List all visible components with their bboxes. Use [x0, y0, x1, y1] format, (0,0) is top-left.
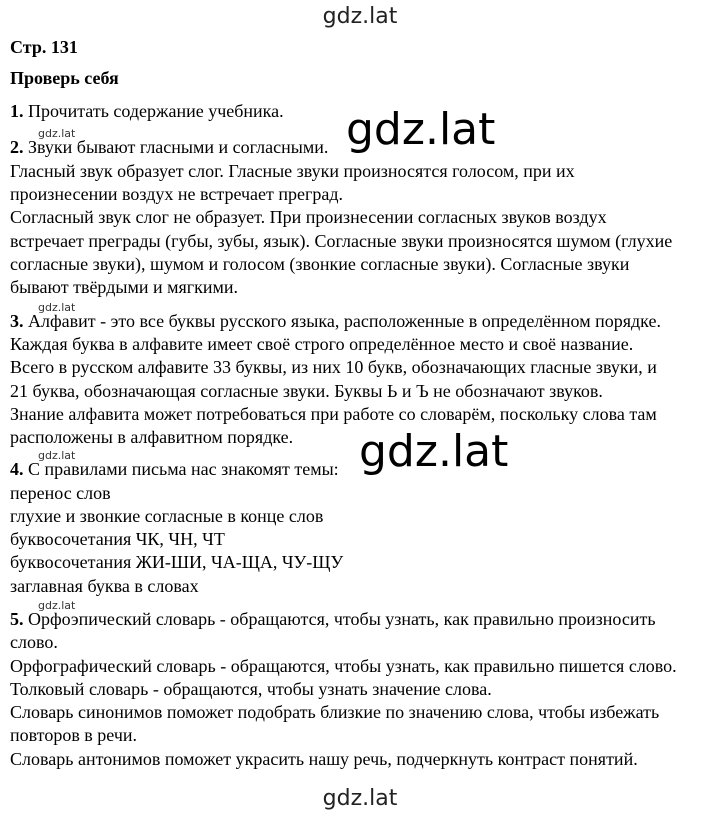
answer-text: Орфоэпический словарь - обращаются, чтобы узнать, как правильно произносить [23, 609, 656, 629]
answer-line: бывают твёрдыми и мягкими. [10, 277, 239, 297]
answer-line: слово. [10, 632, 58, 652]
answer-line: Орфографический словарь - обращаются, чтобы узнать, как правильно пишется слово. [10, 656, 677, 676]
question-number: 2. [10, 137, 24, 157]
question-3 [10, 310, 661, 332]
question-2 [10, 136, 328, 158]
answer-line: Знание алфавита может потребоваться при работе со словарём, поскольку слова там [10, 404, 657, 424]
question-number: 4. [10, 459, 24, 479]
answer-line: повторов в речи. [10, 725, 138, 745]
watermark-top: gdz.lat [322, 4, 398, 29]
answer-text: С правилами письма нас знакомят темы: [23, 459, 339, 479]
answer-line: Каждая буква в алфавите имеет своё строго определённое место и своё название. [10, 334, 634, 354]
watermark-small: gdz.lat [38, 599, 76, 612]
answer-line: встречает преграды (губы, зубы, язык). Согласные звуки произносятся шумом (глухие [10, 231, 673, 251]
question-number: 1. [10, 101, 24, 121]
question-number: 3. [10, 311, 24, 331]
answer-text: Алфавит - это все буквы русского языка, расположенные в определённом порядке. [23, 311, 661, 331]
answer-line: Толковый словарь - обращаются, чтобы узнать значение слова. [10, 679, 492, 699]
section-heading: Проверь себя [10, 68, 119, 88]
list-item: перенос слов [10, 483, 111, 503]
answer-line: Гласный звук образует слог. Гласные звуки произносятся голосом, при их [10, 161, 575, 181]
answer-text: Звуки бывают гласными и согласными. [23, 137, 329, 157]
watermark-bottom: gdz.lat [322, 786, 398, 811]
list-item: глухие и звонкие согласные в конце слов [10, 506, 324, 526]
page-number: Стр. 131 [10, 37, 78, 57]
answer-line: 21 буква, обозначающая согласные звуки. Буквы Ь и Ъ не обозначают звуков. [10, 381, 603, 401]
watermark-small: gdz.lat [38, 301, 76, 314]
answer-line: расположены в алфавитном порядке. [10, 427, 294, 447]
list-item: заглавная буква в словах [10, 576, 199, 596]
question-5 [10, 608, 656, 630]
watermark-large: gdz.lat [355, 426, 512, 477]
answer-line: произнесении воздух не встречает преград. [10, 184, 344, 204]
list-item: буквосочетания ЧК, ЧН, ЧТ [10, 529, 225, 549]
answer-line: согласные звуки), шумом и голосом (звонкие согласные звуки). Согласные звуки [10, 254, 630, 274]
watermark-small: gdz.lat [38, 127, 76, 140]
question-number: 5. [10, 609, 24, 629]
list-item: буквосочетания ЖИ-ШИ, ЧА-ЩА, ЧУ-ЩУ [10, 552, 344, 572]
answer-text: Прочитать содержание учебника. [23, 101, 284, 121]
answer-line: Словарь антонимов поможет украсить нашу речь, подчеркнуть контраст понятий. [10, 749, 638, 769]
question-1 [10, 100, 284, 122]
answer-line: Всего в русском алфавите 33 буквы, из них 10 букв, обозначающих гласные звуки, и [10, 357, 657, 377]
answer-line: Словарь синонимов поможет подобрать близкие по значению слова, чтобы избежать [10, 702, 660, 722]
watermark-large: gdz.lat [346, 104, 496, 155]
watermark-small: gdz.lat [38, 449, 76, 462]
question-4 [10, 458, 339, 480]
answer-line: Согласный звук слог не образует. При произнесении согласных звуков воздух [10, 207, 607, 227]
